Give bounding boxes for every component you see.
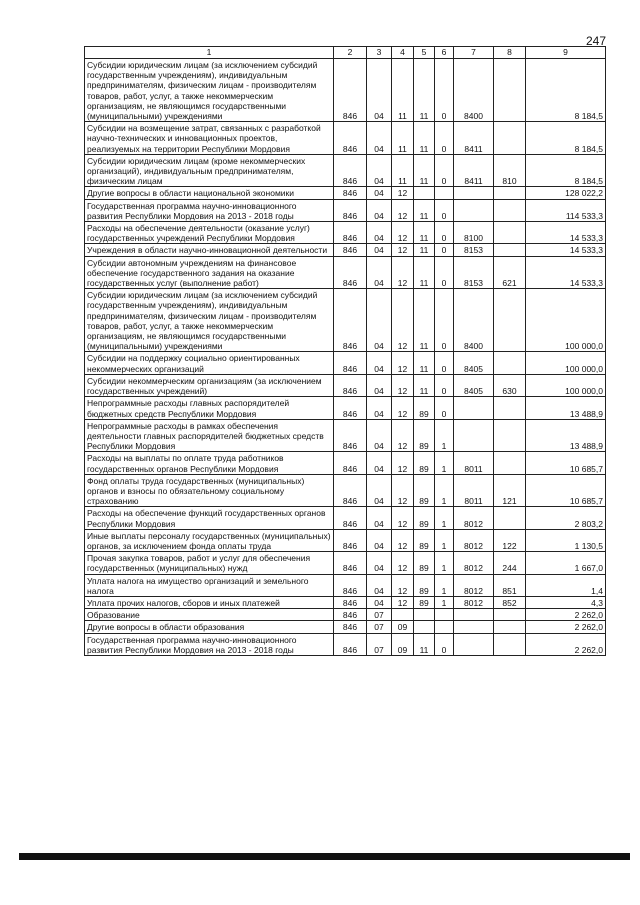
cell-amount: 8 184,5: [526, 154, 606, 187]
cell-amount: 4,3: [526, 596, 606, 608]
cell-code-3: 04: [367, 529, 392, 551]
cell-code-6: 0: [435, 352, 454, 374]
cell-name: Субсидии на поддержку социально ориентированных некоммерческих организаций: [85, 352, 334, 374]
cell-amount: 2 262,0: [526, 621, 606, 633]
cell-code-4: 12: [392, 187, 414, 199]
cell-code-2: 846: [334, 609, 367, 621]
cell-code-4: 12: [392, 574, 414, 596]
table-row: [85, 474, 606, 507]
cell-code-7: 8405: [454, 374, 494, 396]
cell-code-5: 11: [414, 633, 435, 655]
cell-code-2: 846: [334, 507, 367, 529]
cell-code-3: 04: [367, 244, 392, 256]
cell-code-6: 1: [435, 507, 454, 529]
cell-code-8: [494, 609, 526, 621]
cell-name: Государственная программа научно-инновационного развития Республики Мордовия на 2013 - 2018 годы: [85, 633, 334, 655]
cell-code-4: 12: [392, 452, 414, 474]
cell-code-5: 89: [414, 397, 435, 419]
cell-code-8: [494, 199, 526, 221]
cell-amount: 14 533,3: [526, 222, 606, 244]
cell-code-4: 12: [392, 596, 414, 608]
cell-code-2: 846: [334, 397, 367, 419]
cell-code-7: 8012: [454, 574, 494, 596]
cell-code-6: 0: [435, 59, 454, 122]
cell-code-5: [414, 187, 435, 199]
column-header: 8: [494, 47, 526, 59]
cell-code-3: 04: [367, 374, 392, 396]
cell-code-8: [494, 633, 526, 655]
cell-code-5: 11: [414, 289, 435, 352]
cell-code-8: [494, 419, 526, 452]
cell-code-4: 12: [392, 352, 414, 374]
table-row: [85, 419, 606, 452]
cell-code-2: 846: [334, 244, 367, 256]
cell-code-2: 846: [334, 474, 367, 507]
cell-code-8: 810: [494, 154, 526, 187]
cell-amount: 2 803,2: [526, 507, 606, 529]
cell-amount: 13 488,9: [526, 419, 606, 452]
cell-amount: 100 000,0: [526, 352, 606, 374]
table-row: [85, 59, 606, 122]
cell-code-5: 89: [414, 596, 435, 608]
cell-name: Субсидии юридическим лицам (за исключением субсидий государственным учреждениям), индивидуальным предпринимателям, физическим лицам - производителям товаров, работ, услуг, а также некоммерческим организациям, не являющимся государственными (муниципальными) учреждениями: [85, 289, 334, 352]
cell-code-7: 8012: [454, 552, 494, 574]
page-number: 247: [586, 34, 607, 48]
cell-amount: 1 667,0: [526, 552, 606, 574]
cell-code-6: 1: [435, 474, 454, 507]
cell-name: Расходы на выплаты по оплате труда работников государственных органов Республики Мордовия: [85, 452, 334, 474]
cell-code-5: 11: [414, 122, 435, 155]
cell-code-7: 8100: [454, 222, 494, 244]
cell-code-4: 12: [392, 374, 414, 396]
cell-code-8: [494, 122, 526, 155]
cell-code-5: 89: [414, 474, 435, 507]
cell-code-5: 11: [414, 199, 435, 221]
cell-code-2: 846: [334, 256, 367, 289]
column-header: 1: [85, 47, 334, 59]
cell-code-7: [454, 397, 494, 419]
cell-amount: 100 000,0: [526, 289, 606, 352]
cell-code-5: [414, 621, 435, 633]
cell-name: Государственная программа научно-инновационного развития Республики Мордовия на 2013 - 2018 годы: [85, 199, 334, 221]
cell-code-7: [454, 419, 494, 452]
cell-code-4: 12: [392, 199, 414, 221]
cell-code-7: [454, 199, 494, 221]
cell-code-4: 12: [392, 529, 414, 551]
cell-code-6: 0: [435, 222, 454, 244]
cell-code-3: 04: [367, 154, 392, 187]
cell-code-5: 89: [414, 552, 435, 574]
cell-amount: 14 533,3: [526, 244, 606, 256]
cell-code-3: 07: [367, 609, 392, 621]
cell-code-3: 04: [367, 59, 392, 122]
cell-code-5: 11: [414, 154, 435, 187]
table-row: [85, 222, 606, 244]
cell-amount: 13 488,9: [526, 397, 606, 419]
cell-code-4: 12: [392, 419, 414, 452]
cell-code-6: 1: [435, 552, 454, 574]
cell-code-2: 846: [334, 59, 367, 122]
cell-code-3: 04: [367, 397, 392, 419]
cell-code-7: 8400: [454, 59, 494, 122]
cell-code-7: 8012: [454, 529, 494, 551]
cell-code-3: 04: [367, 452, 392, 474]
cell-code-6: 1: [435, 419, 454, 452]
cell-code-3: 04: [367, 419, 392, 452]
cell-code-4: 12: [392, 507, 414, 529]
cell-code-8: [494, 352, 526, 374]
table-row: [85, 621, 606, 633]
cell-name: Субсидии автономным учреждениям на финансовое обеспечение государственного задания на оказание государственных услуг (выполнение работ): [85, 256, 334, 289]
cell-amount: 10 685,7: [526, 474, 606, 507]
cell-code-6: 1: [435, 574, 454, 596]
cell-code-4: 12: [392, 552, 414, 574]
table-row: [85, 244, 606, 256]
cell-code-7: 8012: [454, 507, 494, 529]
cell-code-5: 89: [414, 574, 435, 596]
cell-code-6: 0: [435, 374, 454, 396]
cell-code-8: [494, 507, 526, 529]
cell-code-3: 04: [367, 289, 392, 352]
cell-code-5: 11: [414, 256, 435, 289]
cell-code-8: 851: [494, 574, 526, 596]
column-header: 6: [435, 47, 454, 59]
cell-code-2: 846: [334, 621, 367, 633]
cell-code-7: 8011: [454, 452, 494, 474]
cell-code-6: 0: [435, 154, 454, 187]
cell-code-3: 04: [367, 552, 392, 574]
cell-code-8: 244: [494, 552, 526, 574]
cell-name: Другие вопросы в области национальной экономики: [85, 187, 334, 199]
cell-code-3: 07: [367, 621, 392, 633]
cell-code-4: 11: [392, 154, 414, 187]
cell-code-6: [435, 187, 454, 199]
cell-name: Субсидии юридическим лицам (кроме некоммерческих организаций), индивидуальным предпринимателям, физическим лицам: [85, 154, 334, 187]
cell-code-3: 07: [367, 633, 392, 655]
cell-code-6: 0: [435, 199, 454, 221]
cell-code-4: 11: [392, 122, 414, 155]
cell-code-8: [494, 289, 526, 352]
cell-name: Учреждения в области научно-инновационной деятельности: [85, 244, 334, 256]
cell-amount: 8 184,5: [526, 59, 606, 122]
cell-amount: 114 533,3: [526, 199, 606, 221]
cell-name: Субсидии некоммерческим организациям (за исключением государственных учреждений): [85, 374, 334, 396]
table-row: [85, 552, 606, 574]
cell-name: Уплата прочих налогов, сборов и иных платежей: [85, 596, 334, 608]
cell-code-7: [454, 633, 494, 655]
cell-code-6: [435, 621, 454, 633]
table-row: [85, 289, 606, 352]
cell-code-2: 846: [334, 122, 367, 155]
cell-code-7: [454, 609, 494, 621]
cell-code-3: 04: [367, 574, 392, 596]
cell-code-8: [494, 187, 526, 199]
header-row: [85, 47, 606, 59]
cell-code-3: 04: [367, 187, 392, 199]
cell-code-8: [494, 59, 526, 122]
cell-code-8: 630: [494, 374, 526, 396]
cell-name: Фонд оплаты труда государственных (муниципальных) органов и взносы по обязательному социальному страхованию: [85, 474, 334, 507]
table-row: [85, 596, 606, 608]
cell-code-4: 12: [392, 397, 414, 419]
cell-amount: 2 262,0: [526, 609, 606, 621]
cell-code-8: 621: [494, 256, 526, 289]
cell-code-2: 846: [334, 352, 367, 374]
cell-code-3: 04: [367, 199, 392, 221]
cell-code-6: 1: [435, 452, 454, 474]
cell-code-6: 1: [435, 596, 454, 608]
cell-code-6: 0: [435, 397, 454, 419]
cell-code-3: 04: [367, 222, 392, 244]
cell-code-8: 122: [494, 529, 526, 551]
table-row: [85, 154, 606, 187]
column-header: 7: [454, 47, 494, 59]
table-row: [85, 609, 606, 621]
cell-code-4: 11: [392, 59, 414, 122]
cell-code-4: 12: [392, 474, 414, 507]
cell-name: Непрограммные расходы в рамках обеспечения деятельности главных распорядителей бюджетных средств Республики Мордовия: [85, 419, 334, 452]
cell-code-4: 12: [392, 244, 414, 256]
cell-code-4: 12: [392, 256, 414, 289]
cell-code-6: 0: [435, 289, 454, 352]
cell-code-7: [454, 621, 494, 633]
column-header: 4: [392, 47, 414, 59]
column-header: 2: [334, 47, 367, 59]
table-row: [85, 574, 606, 596]
cell-code-2: 846: [334, 374, 367, 396]
table-row: [85, 199, 606, 221]
table-row: [85, 452, 606, 474]
cell-code-7: 8153: [454, 244, 494, 256]
cell-name: Образование: [85, 609, 334, 621]
cell-code-8: [494, 397, 526, 419]
cell-name: Иные выплаты персоналу государственных (муниципальных) органов, за исключением фонда оплаты труда: [85, 529, 334, 551]
cell-name: Субсидии на возмещение затрат, связанных с разработкой научно-технических и инновационных проектов, реализуемых на территории Республики Мордовия: [85, 122, 334, 155]
cell-code-2: 846: [334, 419, 367, 452]
cell-code-2: 846: [334, 452, 367, 474]
cell-code-2: 846: [334, 187, 367, 199]
table-row: [85, 633, 606, 655]
cell-code-6: [435, 609, 454, 621]
cell-code-2: 846: [334, 596, 367, 608]
cell-code-5: 89: [414, 452, 435, 474]
cell-code-5: 11: [414, 222, 435, 244]
cell-code-7: 8405: [454, 352, 494, 374]
cell-amount: 14 533,3: [526, 256, 606, 289]
cell-amount: 128 022,2: [526, 187, 606, 199]
cell-code-5: [414, 609, 435, 621]
cell-code-5: 11: [414, 244, 435, 256]
cell-code-4: 09: [392, 621, 414, 633]
cell-code-7: [454, 187, 494, 199]
cell-name: Непрограммные расходы главных распорядителей бюджетных средств Республики Мордовия: [85, 397, 334, 419]
cell-code-6: 1: [435, 529, 454, 551]
cell-code-7: 8411: [454, 122, 494, 155]
cell-code-7: 8011: [454, 474, 494, 507]
cell-code-2: 846: [334, 574, 367, 596]
cell-code-5: 11: [414, 59, 435, 122]
cell-code-5: 89: [414, 419, 435, 452]
cell-code-3: 04: [367, 256, 392, 289]
cell-code-7: 8411: [454, 154, 494, 187]
cell-code-2: 846: [334, 633, 367, 655]
cell-code-3: 04: [367, 507, 392, 529]
cell-amount: 10 685,7: [526, 452, 606, 474]
cell-code-6: 0: [435, 122, 454, 155]
table-row: [85, 187, 606, 199]
cell-code-3: 04: [367, 122, 392, 155]
cell-amount: 8 184,5: [526, 122, 606, 155]
cell-code-7: 8400: [454, 289, 494, 352]
column-header: 9: [526, 47, 606, 59]
table-row: [85, 122, 606, 155]
column-header: 5: [414, 47, 435, 59]
column-header: 3: [367, 47, 392, 59]
cell-amount: 100 000,0: [526, 374, 606, 396]
cell-code-4: 09: [392, 633, 414, 655]
cell-code-2: 846: [334, 199, 367, 221]
cell-name: Субсидии юридическим лицам (за исключением субсидий государственным учреждениям), индивидуальным предпринимателям, физическим лицам - производителям товаров, работ, услуг, а также некоммерческим организациям, не являющимся государственными (муниципальными) учреждениями: [85, 59, 334, 122]
table-row: [85, 529, 606, 551]
cell-code-3: 04: [367, 474, 392, 507]
cell-code-5: 11: [414, 352, 435, 374]
cell-code-2: 846: [334, 154, 367, 187]
cell-name: Прочая закупка товаров, работ и услуг для обеспечения государственных (муниципальных) нужд: [85, 552, 334, 574]
cell-code-5: 89: [414, 529, 435, 551]
cell-code-8: [494, 621, 526, 633]
cell-code-7: 8012: [454, 596, 494, 608]
cell-code-2: 846: [334, 529, 367, 551]
cell-amount: 2 262,0: [526, 633, 606, 655]
cell-name: Расходы на обеспечение деятельности (оказание услуг) государственных учреждений Республики Мордовия: [85, 222, 334, 244]
cell-code-4: 12: [392, 222, 414, 244]
cell-code-2: 846: [334, 289, 367, 352]
cell-amount: 1,4: [526, 574, 606, 596]
table-row: [85, 256, 606, 289]
cell-code-4: [392, 609, 414, 621]
cell-code-8: 852: [494, 596, 526, 608]
cell-code-6: 0: [435, 244, 454, 256]
cell-code-3: 04: [367, 352, 392, 374]
cell-name: Расходы на обеспечение функций государственных органов Республики Мордовия: [85, 507, 334, 529]
cell-name: Уплата налога на имущество организаций и земельного налога: [85, 574, 334, 596]
budget-table: [84, 46, 606, 656]
cell-code-3: 04: [367, 596, 392, 608]
table-row: [85, 397, 606, 419]
table-body: [85, 59, 606, 656]
cell-amount: 1 130,5: [526, 529, 606, 551]
cell-code-7: 8153: [454, 256, 494, 289]
cell-code-6: 0: [435, 633, 454, 655]
cell-code-6: 0: [435, 256, 454, 289]
cell-code-4: 12: [392, 289, 414, 352]
bottom-border-bar: [19, 853, 630, 860]
table-row: [85, 507, 606, 529]
cell-code-8: [494, 452, 526, 474]
cell-code-8: [494, 222, 526, 244]
cell-code-5: 11: [414, 374, 435, 396]
cell-name: Другие вопросы в области образования: [85, 621, 334, 633]
cell-code-8: [494, 244, 526, 256]
cell-code-5: 89: [414, 507, 435, 529]
cell-code-2: 846: [334, 552, 367, 574]
cell-code-2: 846: [334, 222, 367, 244]
cell-code-8: 121: [494, 474, 526, 507]
table-row: [85, 374, 606, 396]
table-row: [85, 352, 606, 374]
